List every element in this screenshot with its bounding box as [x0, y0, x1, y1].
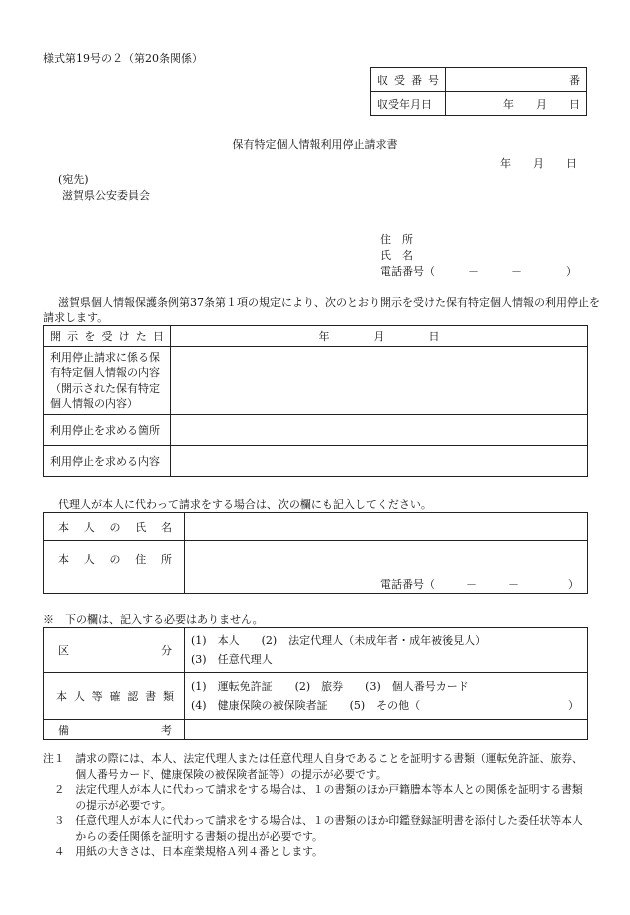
- note-line: ２ 法定代理人が本人に代わって請求をする場合は、１の書類のほか戸籍謄本等本人との関係を証明する書類: [43, 783, 583, 796]
- requester-name-label: 氏 名: [380, 249, 413, 262]
- intro-text-line1: 滋賀県個人情報保護条例第37条第１項の規定により、次のとおり開示を受けた保有特定個人情報の利用停止を: [58, 296, 600, 309]
- category-label: 区 分: [58, 644, 172, 657]
- stop-location-field[interactable]: [171, 415, 588, 446]
- id-documents-label: 本 人 等 確 認 書 類: [56, 690, 174, 703]
- note-line: ３ 任意代理人が本人に代わって請求をする場合は、１の書類のほか印鑑登録証明書を添付した委任状等本人: [43, 814, 583, 827]
- requester-phone[interactable]: 電話番号（ － － ）: [380, 265, 577, 278]
- note-line: ４ 用紙の大きさは、日本産業規格Ａ列４番とします。: [43, 845, 323, 858]
- note-line: 個人番号カード、健康保険の被保険者証等）の提示が必要です。: [43, 767, 387, 781]
- disclosure-date-label: 開 示 を 受 け た 日: [50, 330, 164, 343]
- note-line: 注１ 請求の際には、本人、法定代理人または任意代理人自身であることを証明する書類（運転免許証、旅券、: [43, 752, 583, 765]
- addressee-label: (宛先): [58, 173, 89, 186]
- intro-text-line2: 請求します。: [43, 311, 109, 324]
- disclosure-date-field[interactable]: 年 月 日: [171, 326, 588, 347]
- stop-location-label: 利用停止を求める箇所: [44, 415, 171, 446]
- office-use-intro: ※ 下の欄は、記入する必要はありません。: [43, 613, 264, 626]
- reception-number-field[interactable]: 番: [446, 68, 587, 92]
- note-line: の提示が必要です。: [43, 798, 172, 812]
- notes: [43, 751, 603, 860]
- info-content-label: 利用停止請求に係る保 有特定個人情報の内容 （開示された保有特定 個人情報の内容）: [44, 347, 171, 415]
- principal-name-field[interactable]: [185, 513, 588, 541]
- reception-date-field[interactable]: 年 月 日: [446, 92, 587, 116]
- agent-table: [43, 512, 588, 594]
- principal-name-label: 本 人 の 氏 名: [58, 520, 172, 534]
- principal-address-field[interactable]: [185, 541, 588, 594]
- reception-date-label: 収受年月日: [371, 92, 446, 116]
- request-date[interactable]: 年 月 日: [500, 157, 577, 170]
- form-number: 様式第19号の２（第20条関係）: [43, 52, 203, 65]
- id-documents-options[interactable]: (1) 運転免許証 (2) 旅券 (3) 個人番号カード (4) 健康保険の被保険者証 (5) その他（ ）: [185, 673, 588, 720]
- stop-content-label: 利用停止を求める内容: [44, 446, 171, 477]
- reception-table: [370, 67, 587, 116]
- office-use-table: [43, 627, 588, 740]
- category-options[interactable]: (1) 本人 (2) 法定代理人（未成年者・成年被後見人） (3) 任意代理人: [185, 628, 588, 673]
- remarks-field[interactable]: [185, 720, 588, 740]
- remarks-label: 備 考: [58, 723, 172, 737]
- reception-number-label: 収 受 番 号: [377, 73, 439, 87]
- agent-intro: 代理人が本人に代わって請求をする場合は、次の欄にも記入してください。: [58, 498, 432, 511]
- main-request-table: [43, 325, 588, 477]
- principal-address-label: 本 人 の 住 所: [58, 553, 172, 566]
- principal-phone[interactable]: 電話番号（ － － ）: [380, 578, 579, 591]
- note-line: からの委任関係を証明する書類の提出が必要です。: [43, 829, 323, 843]
- stop-content-field[interactable]: [171, 446, 588, 477]
- requester-address-label: 住 所: [380, 233, 413, 246]
- page-title: 保有特定個人情報利用停止請求書: [232, 138, 398, 151]
- info-content-field[interactable]: [171, 347, 588, 415]
- addressee-name: 滋賀県公安委員会: [62, 189, 150, 202]
